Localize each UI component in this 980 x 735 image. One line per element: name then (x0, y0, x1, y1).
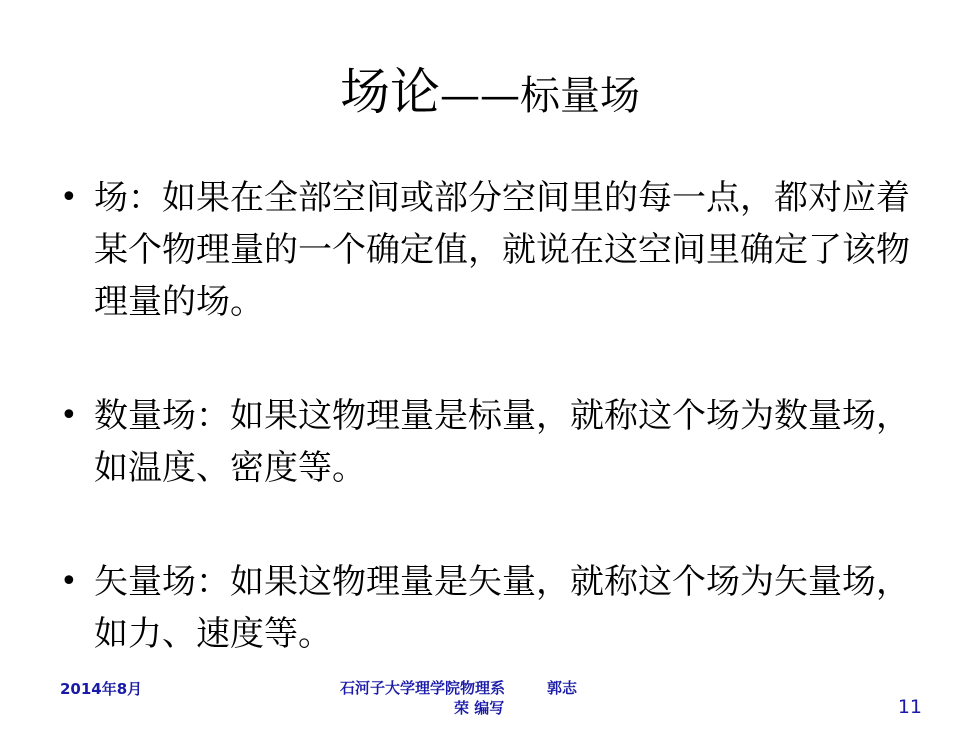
bullet-dot-icon: • (60, 564, 78, 599)
page-number: 11 (897, 696, 922, 718)
bullet-item-scalar-field-definition (60, 172, 920, 328)
bullet-text: 数量场：如果这物理量是标量，就称这个场为数量场，如温度、密度等。 (94, 396, 910, 488)
footer-credit (340, 678, 660, 718)
footer-date: 2014年8月 (60, 680, 143, 698)
title-dash: —— (440, 73, 520, 119)
bullet-dot-icon: • (60, 180, 78, 215)
bullet-item-quantity-field (60, 390, 920, 494)
bullet-dot-icon: • (60, 398, 78, 433)
footer-author-part-2: 荣 编写 (454, 699, 505, 717)
footer-institution: 石河子大学理学院物理系 (340, 679, 506, 697)
footer-credit-line-1 (340, 678, 660, 698)
slide-title (0, 56, 980, 132)
bullet-item-vector-field (60, 556, 920, 660)
bullet-text: 矢量场：如果这物理量是矢量，就称这个场为矢量场，如力、速度等。 (94, 562, 910, 654)
bullet-text: 场：如果在全部空间或部分空间里的每一点，都对应着某个物理量的一个确定值，就说在这空间里确定了该物理量的场。 (94, 178, 910, 322)
title-main: 场论 (340, 63, 440, 121)
footer-author-part-1: 郭志 (547, 679, 578, 697)
title-sub: 标量场 (520, 73, 640, 119)
bullet-list (60, 172, 920, 660)
